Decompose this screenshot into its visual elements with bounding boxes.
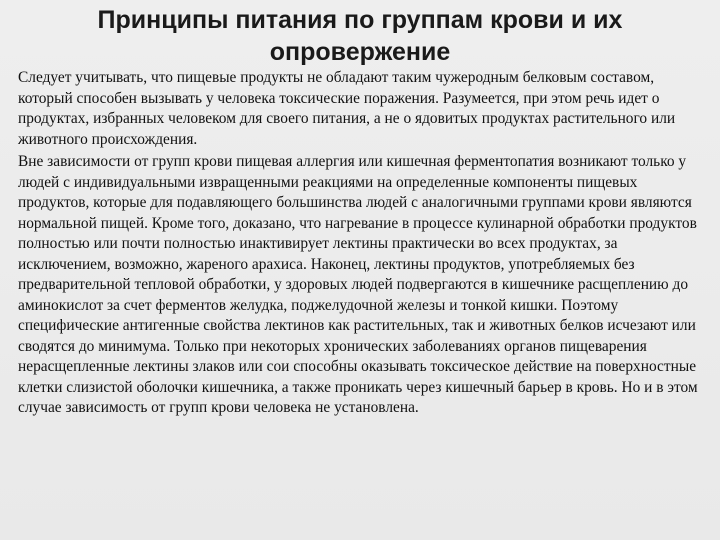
slide-title: Принципы питания по группам крови и их опровержение xyxy=(97,6,623,66)
paragraph-1: Следует учитывать, что пищевые продукты не обладают таким чужеродным белковым составом, который способен вызывать у человека токсические поражения. Разумеется, при этом речь идет о продуктах, избранных человеком для своего питания, а не о ядовитых продуктах растительного или животного происхождения. xyxy=(18,69,676,148)
slide-body xyxy=(18,68,710,419)
paragraph-2: Вне зависимости от групп крови пищевая аллергия или кишечная ферментопатия возникают только у людей с индивидуальными извращенными реакциями на определенные компоненты пищевых продуктов, которые для подавляющего большинства людей с аналогичными группами крови являются нормальной пищей. Кроме того, доказано, что нагревание в процессе кулинарной обработки продуктов полностью или почти полностью инактивирует лектины практически во всех продуктах, за исключением, возможно, жареного арахиса. Наконец, лектины продуктов, употребляемых без предварительной тепловой обработки, у здоровых людей подвергаются в кишечнике расщеплению до аминокислот за счет ферментов желудка, поджелудочной железы и тонкой кишки. Поэтому специфические антигенные свойства лектинов как растительных, так и животных белков исчезают или сводятся до минимума. Только при некоторых хронических заболеваниях органов пищеварения нерасщепленные лектины злаков или сои способны оказывать токсическое действие на поверхностные клетки слизистой оболочки кишечника, а также проникать через кишечный барьер в кровь. Но и в этом случае зависимость от групп крови человека не установлена. xyxy=(18,153,698,416)
